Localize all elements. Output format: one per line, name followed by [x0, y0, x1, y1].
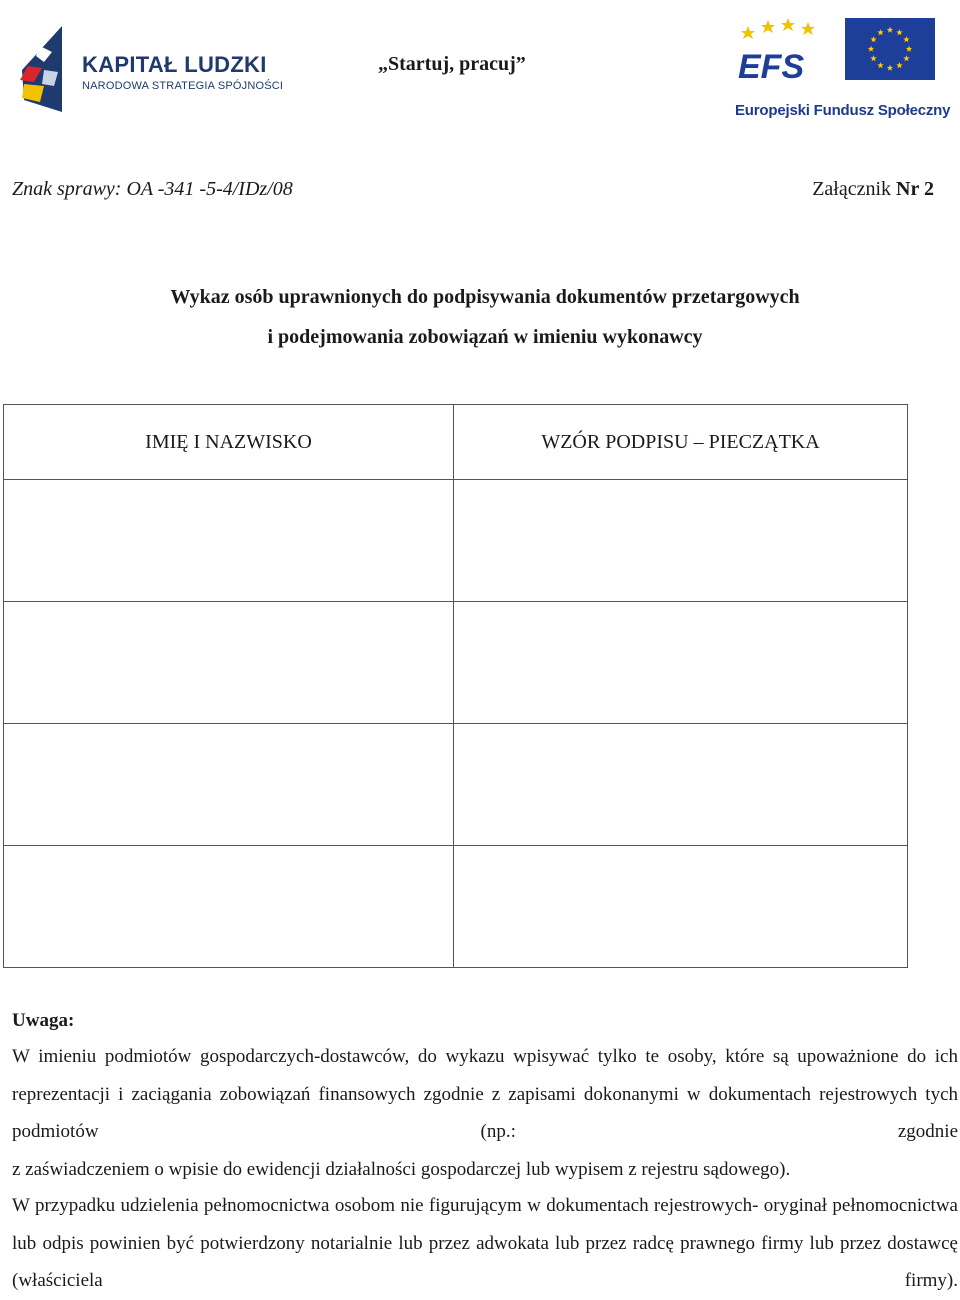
- note-label: Uwaga:: [12, 1010, 75, 1031]
- note-paragraph-1-end: z zaświadczeniem o wpisie do ewidencji działalności gospodarczej lub wypisem z rejestru sądowego).: [12, 1158, 791, 1180]
- name-cell[interactable]: [4, 846, 454, 968]
- annex-number: Nr 2: [896, 178, 934, 200]
- name-cell[interactable]: [4, 724, 454, 846]
- annex-prefix: Załącznik: [812, 178, 892, 200]
- table-header-row: [4, 405, 908, 480]
- signatories-table: [3, 404, 908, 968]
- table-row: [4, 602, 908, 724]
- header-name: IMIĘ I NAZWISKO: [4, 405, 454, 480]
- note-paragraph-1: [12, 1038, 958, 1188]
- signature-cell[interactable]: [454, 602, 908, 724]
- efs-logo-text: EFS: [738, 48, 805, 86]
- signature-cell[interactable]: [454, 724, 908, 846]
- signature-cell[interactable]: [454, 846, 908, 968]
- document-title-line2: i podejmowania zobowiązań w imieniu wykonawcy: [267, 326, 703, 348]
- annex-label: [812, 178, 934, 201]
- eu-flag-icon: [845, 18, 935, 80]
- signature-cell[interactable]: [454, 480, 908, 602]
- case-number: Znak sprawy: OA -341 -5-4/IDz/08: [12, 178, 293, 200]
- note-paragraph-2: W przypadku udzielenia pełnomocnictwa osobom nie figurującym w dokumentach rejestrowych- oryginał pełnomocnictwa lub odpis powinien być potwierdzony notarialnie lub przez adwokata lub przez radcę prawnego firmy lub przez dostawcę (właściciela firmy).: [12, 1195, 958, 1291]
- efs-logo: [734, 16, 844, 86]
- table-row: [4, 480, 908, 602]
- table-row: [4, 846, 908, 968]
- name-cell[interactable]: [4, 602, 454, 724]
- note-paragraph-1-main: W imieniu podmiotów gospodarczych-dostawców, do wykazu wpisywać tylko te osoby, które są upoważnione do ich reprezentacji i zaciągania zobowiązań finansowych zgodnie z zapisami dokonanymi w dokumentach rejestrowych tych podmiotów (np.: zgodnie: [12, 1046, 958, 1142]
- header-signature: WZÓR PODPISU – PIECZĄTKA: [454, 405, 908, 480]
- efs-caption: Europejski Fundusz Społeczny: [735, 102, 951, 119]
- motto: „Startuj, pracuj”: [378, 53, 526, 75]
- table-row: [4, 724, 908, 846]
- name-cell[interactable]: [4, 480, 454, 602]
- document-title-line1: Wykaz osób uprawnionych do podpisywania dokumentów przetargowych: [170, 286, 800, 308]
- kapital-ludzki-title: KAPITAŁ LUDZKI: [82, 52, 267, 77]
- kapital-ludzki-subtitle: NARODOWA STRATEGIA SPÓJNOŚCI: [82, 80, 284, 92]
